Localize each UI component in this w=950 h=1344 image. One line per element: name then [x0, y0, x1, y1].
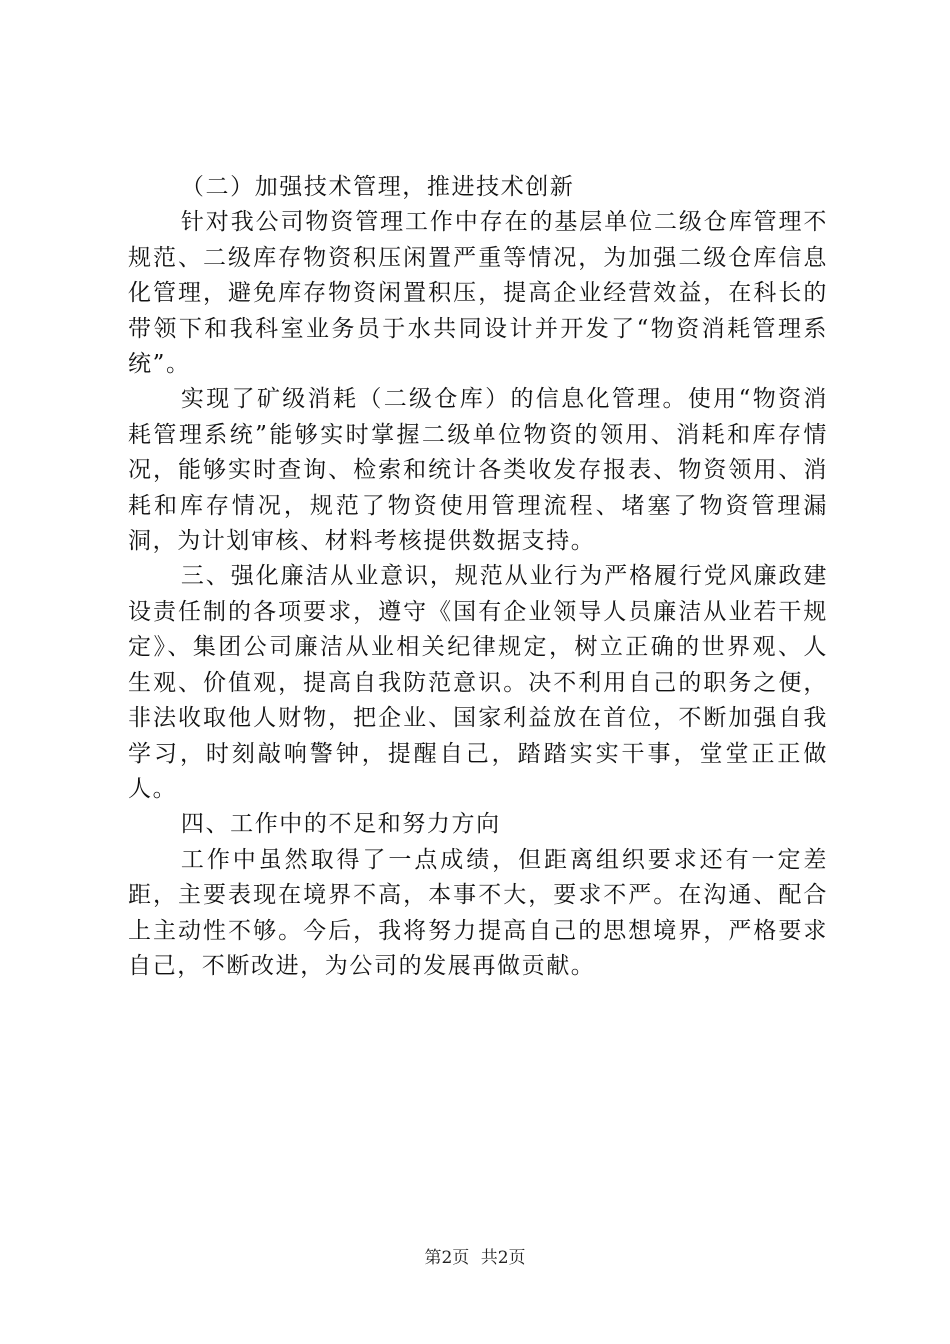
page-total: 共2页 — [480, 1248, 526, 1268]
document-body — [128, 170, 828, 984]
page-footer — [0, 1243, 950, 1268]
page-number: 第2页 — [424, 1248, 470, 1268]
paragraph-integrity: 三、强化廉洁从业意识，规范从业行为严格履行党风廉政建设责任制的各项要求，遵守《国有企业领导人员廉洁从业若干规定》、集团公司廉洁从业相关纪律规定，树立正确的世界观、人生观、价值观，提高自我防范意识。决不利用自己的职务之便，非法收取他人财物，把企业、国家利益放在首位，不断加强自我学习，时刻敲响警钟，提醒自己，踏踏实实干事，堂堂正正做人。 — [128, 563, 828, 802]
paragraph-informatization: 实现了矿级消耗（二级仓库）的信息化管理。使用“物资消耗管理系统”能够实时掌握二级单位物资的领用、消耗和库存情况，能够实时查询、检索和统计各类收发存报表、物资领用、消耗和库存情况，规范了物资使用管理流程、堵塞了物资管理漏洞，为计划审核、材料考核提供数据支持。 — [128, 386, 828, 555]
paragraph-system-development: 针对我公司物资管理工作中存在的基层单位二级仓库管理不规范、二级库存物资积压闲置严重等情况，为加强二级仓库信息化管理，避免库存物资闲置积压，提高企业经营效益，在科长的带领下和我科室业务员于水共同设计并开发了“物资消耗管理系统”。 — [128, 209, 828, 378]
section-heading-shortcomings: 四、工作中的不足和努力方向 — [180, 811, 501, 838]
section-heading-tech-management: （二）加强技术管理，推进技术创新 — [180, 174, 575, 200]
paragraph-improvement: 工作中虽然取得了一点成绩，但距离组织要求还有一定差距，主要表现在境界不高，本事不大，要求不严。在沟通、配合上主动性不够。今后，我将努力提高自己的思想境界，严格要求自己，不断改进，为公司的发展再做贡献。 — [128, 846, 828, 979]
